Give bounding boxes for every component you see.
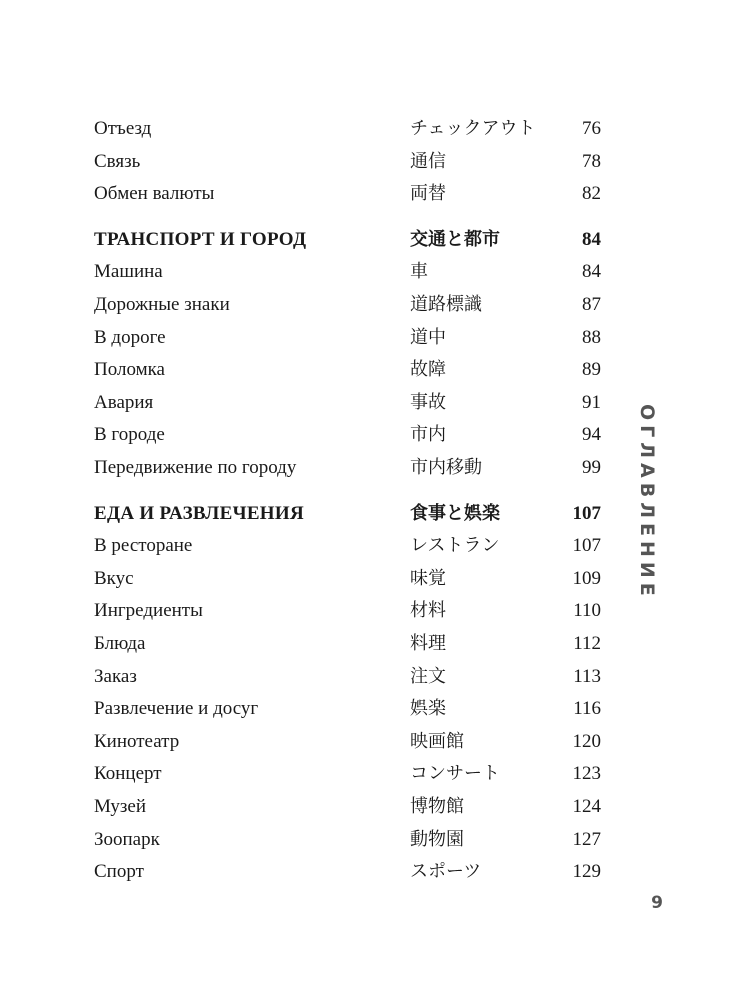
entry-title-jp: 道中 bbox=[410, 326, 446, 348]
page-number: 9 bbox=[651, 893, 663, 913]
entry-title-jp: 交通と都市 bbox=[410, 228, 500, 250]
entry-title-ru: Кинотеатр bbox=[94, 730, 180, 752]
entry-page-number: 123 bbox=[572, 763, 601, 785]
entry-title-jp: 両替 bbox=[410, 183, 446, 205]
entry-title-jp: レストラン bbox=[410, 535, 500, 557]
toc-entry bbox=[0, 179, 734, 209]
entry-title-ru: ТРАНСПОРТ И ГОРОД bbox=[94, 228, 307, 250]
entry-page-number: 109 bbox=[572, 567, 601, 589]
toc-entry bbox=[0, 323, 734, 353]
entry-title-ru: Блюда bbox=[94, 633, 146, 654]
entry-page-number: 87 bbox=[582, 294, 601, 315]
entry-title-ru: ЕДА И РАЗВЛЕЧЕНИЯ bbox=[94, 502, 304, 524]
entry-title-jp: 市内移動 bbox=[410, 457, 482, 478]
entry-page-number: 120 bbox=[572, 730, 601, 752]
entry-title-ru: Зоопарк bbox=[94, 828, 160, 850]
entry-title-jp: 車 bbox=[410, 261, 428, 283]
toc-entry bbox=[0, 662, 734, 692]
entry-page-number: 112 bbox=[573, 633, 601, 654]
entry-page-number: 91 bbox=[582, 391, 601, 413]
entry-title-ru: Поломка bbox=[94, 359, 165, 381]
entry-page-number: 89 bbox=[582, 359, 601, 381]
entry-title-ru: Концерт bbox=[94, 763, 162, 785]
entry-page-number: 94 bbox=[582, 424, 601, 446]
entry-title-ru: Передвижение по городу bbox=[94, 457, 297, 478]
entry-title-jp: 動物園 bbox=[410, 828, 464, 850]
entry-page-number: 107 bbox=[572, 502, 601, 524]
entry-title-jp: 博物館 bbox=[410, 796, 464, 817]
entry-title-ru: Ингредиенты bbox=[94, 600, 203, 622]
entry-title-ru: Заказ bbox=[94, 665, 137, 687]
toc-entry bbox=[0, 857, 734, 887]
entry-title-jp: 市内 bbox=[410, 424, 446, 446]
entry-page-number: 99 bbox=[582, 457, 601, 478]
entry-page-number: 76 bbox=[582, 118, 601, 139]
entry-title-ru: Музей bbox=[94, 796, 147, 817]
entry-page-number: 84 bbox=[582, 228, 601, 250]
toc-entry bbox=[0, 257, 734, 287]
entry-title-jp: 道路標識 bbox=[410, 294, 482, 315]
entry-title-ru: Развлечение и досуг bbox=[94, 698, 259, 720]
toc-entry bbox=[0, 825, 734, 855]
entry-page-number: 113 bbox=[573, 665, 601, 687]
entry-title-ru: Обмен валюты bbox=[94, 183, 215, 205]
entry-title-ru: Связь bbox=[94, 150, 141, 172]
entry-title-ru: Отъезд bbox=[94, 118, 152, 139]
toc-entry bbox=[0, 629, 734, 659]
entry-page-number: 116 bbox=[573, 698, 601, 720]
entry-page-number: 88 bbox=[582, 326, 601, 348]
entry-title-jp: コンサート bbox=[410, 763, 500, 785]
entry-title-jp: 食事と娯楽 bbox=[410, 502, 500, 524]
entry-title-ru: В городе bbox=[94, 424, 165, 446]
entry-title-ru: В ресторане bbox=[94, 535, 193, 557]
section-side-label: ОГЛАВЛЕНИЕ bbox=[636, 404, 658, 601]
toc-entry bbox=[0, 290, 734, 320]
entry-page-number: 110 bbox=[573, 600, 601, 622]
entry-page-number: 124 bbox=[572, 796, 601, 817]
entry-page-number: 84 bbox=[582, 261, 601, 283]
entry-title-jp: 味覚 bbox=[410, 567, 446, 589]
entry-title-ru: Авария bbox=[94, 391, 154, 413]
entry-title-jp: 注文 bbox=[410, 665, 446, 687]
entry-page-number: 129 bbox=[572, 861, 601, 883]
entry-page-number: 127 bbox=[572, 828, 601, 850]
entry-title-jp: 娯楽 bbox=[410, 698, 446, 720]
entry-title-jp: 事故 bbox=[410, 391, 446, 413]
toc-entry bbox=[0, 727, 734, 757]
entry-title-jp: チェックアウト bbox=[410, 118, 536, 139]
entry-title-ru: Вкус bbox=[94, 567, 134, 589]
toc-entry bbox=[0, 355, 734, 385]
toc-entry bbox=[0, 792, 734, 822]
entry-title-jp: 材料 bbox=[410, 600, 446, 622]
entry-title-jp: 通信 bbox=[410, 150, 446, 172]
entry-page-number: 107 bbox=[572, 535, 601, 557]
entry-page-number: 78 bbox=[582, 150, 601, 172]
toc-entry bbox=[0, 759, 734, 789]
entry-title-ru: Спорт bbox=[94, 861, 144, 883]
entry-title-ru: Дорожные знаки bbox=[94, 294, 230, 315]
entry-page-number: 82 bbox=[582, 183, 601, 205]
entry-title-ru: В дороге bbox=[94, 326, 166, 348]
toc-entry bbox=[0, 147, 734, 177]
toc-entry bbox=[0, 114, 734, 144]
entry-title-jp: 映画館 bbox=[410, 730, 464, 752]
entry-title-jp: 料理 bbox=[410, 633, 446, 654]
toc-section-heading bbox=[0, 225, 734, 255]
entry-title-jp: 故障 bbox=[410, 359, 446, 381]
entry-title-ru: Машина bbox=[94, 261, 163, 283]
toc-entry bbox=[0, 694, 734, 724]
entry-title-jp: スポーツ bbox=[410, 861, 482, 883]
